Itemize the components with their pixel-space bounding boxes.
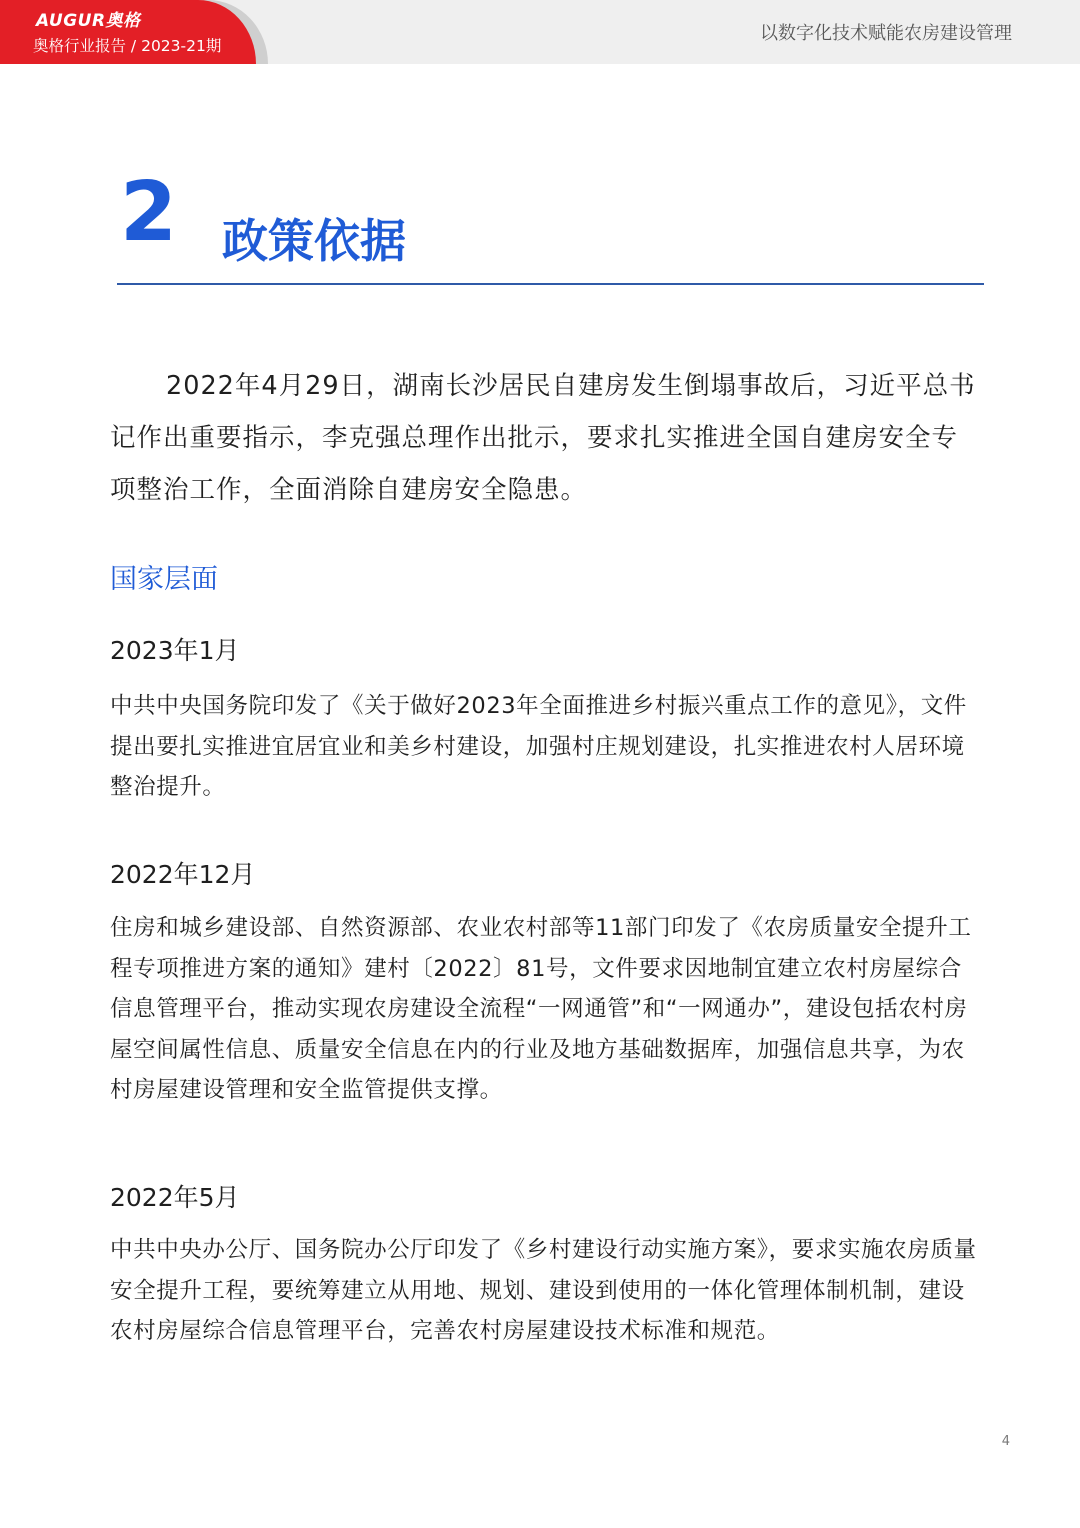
page-header: [0, 0, 1080, 64]
section-divider: [117, 283, 984, 285]
event-text: 中共中央办公厅、国务院办公厅印发了《乡村建设行动实施方案》，要求实施农房质量安全提升工程，要统筹建立从用地、规划、建设到使用的一体化管理体制机制，建设农村房屋综合信息管理平台，完善农村房屋建设技术标准和规范。: [110, 1237, 977, 1344]
section-title: 政策依据: [222, 214, 406, 268]
report-issue: 奥格行业报告 / 2023-21期: [33, 37, 222, 55]
event-text: 中共中央国务院印发了《关于做好2023年全面推进乡村振兴重点工作的意见》，文件提出要扎实推进宜居宜业和美乡村建设，加强村庄规划建设，扎实推进农村人居环境整治提升。: [110, 693, 967, 800]
brand-logo: AUGUR奥格: [36, 11, 141, 31]
intro-paragraph: 2022年4月29日，湖南长沙居民自建房发生倒塌事故后，习近平总书记作出重要指示，李克强总理作出批示，要求扎实推进全国自建房安全专项整治工作，全面消除自建房安全隐患。: [110, 371, 976, 505]
section-number: 2: [120, 165, 178, 260]
event-date: 2022年12月: [110, 860, 256, 889]
report-title: 以数字化技术赋能农房建设管理: [760, 23, 1012, 44]
event-date: 2023年1月: [110, 636, 240, 665]
subheading-national-level: 国家层面: [110, 564, 218, 595]
page-number: 4: [1001, 1434, 1010, 1449]
event-date: 2022年5月: [110, 1183, 240, 1212]
event-text: 住房和城乡建设部、自然资源部、农业农村部等11部门印发了《农房质量安全提升工程专项推进方案的通知》建村〔2022〕81号，文件要求因地制宜建立农村房屋综合信息管理平台，推动实现农房建设全流程“一网通管”和“一网通办”，建设包括农村房屋空间属性信息、质量安全信息在内的行业及地方基础数据库，加强信息共享，为农村房屋建设管理和安全监管提供支撑。: [110, 915, 972, 1103]
brand-tab: [0, 0, 256, 64]
